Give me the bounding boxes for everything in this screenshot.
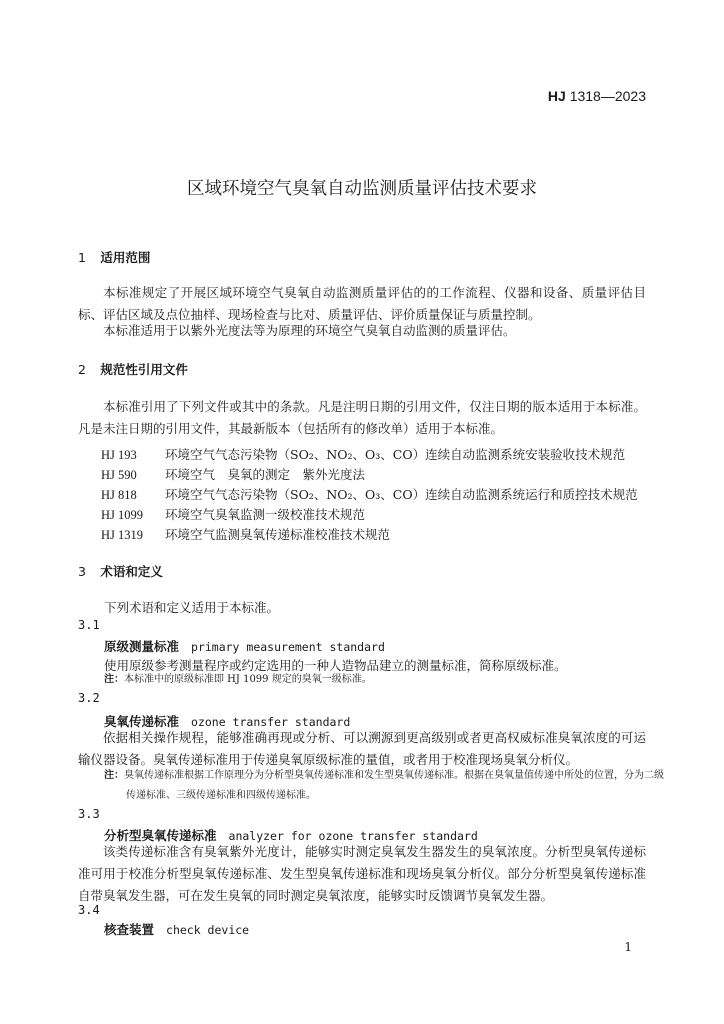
reference-title: 环境空气气态污染物（SO₂、NO₂、O₃、CO）连续自动监测系统运行和质控技术规范 — [165, 487, 638, 502]
term-name-zh: 核查装置 — [104, 922, 155, 937]
term-name-en: analyzer for ozone transfer standard — [228, 829, 478, 843]
term-note — [104, 766, 668, 806]
term-definition: 该类传递标准含有臭氧紫外光度计，能够实时测定臭氧发生器发生的臭氧浓度。分析型臭氧传递标准可用于校准分析型臭氧传递标准、发生型臭氧传递标准和现场臭氧分析仪。部分分析型臭氧传递标准自带臭氧发生器，可在发生臭氧的同时测定臭氧浓度，能够实时反馈调节臭氧发生器。 — [78, 844, 646, 903]
reference-title: 环境空气 臭氧的测定 紫外光度法 — [165, 467, 366, 482]
reference-code: HJ 1319 — [101, 528, 144, 542]
term-name-en: check device — [166, 923, 250, 937]
note-label: 注： — [104, 674, 124, 685]
document-title: 区域环境空气臭氧自动监测质量评估技术要求 — [187, 179, 537, 199]
scope-paragraph-2: 本标准适用于以紫外光度法等为原理的环境空气臭氧自动监测的质量评估。 — [103, 323, 516, 338]
reference-code: HJ 193 — [101, 448, 137, 462]
term-name-en: ozone transfer standard — [191, 715, 351, 729]
reference-title: 环境空气监测臭氧传递标准校准技术规范 — [165, 527, 391, 542]
term-number: 3.3 — [78, 807, 100, 821]
reference-code: HJ 1099 — [101, 508, 144, 522]
term-number: 3.4 — [78, 903, 100, 917]
term-definition: 使用原级参考测量程序或约定选用的一种人造物品建立的测量标准，简称原级标准。 — [104, 658, 567, 673]
term-number: 3.1 — [78, 618, 100, 632]
reference-item — [101, 525, 390, 543]
section-heading-normative — [78, 360, 188, 378]
reference-item — [101, 465, 365, 483]
scope-paragraph-1: 本标准规定了开展区域环境空气臭氧自动监测质量评估的的工作流程、仪器和设备、质量评估目标、评估区域及点位抽样、现场检查与比对、质量评估、评价质量保证与质量控制。 — [78, 285, 646, 322]
normative-intro: 本标准引用了下列文件或其中的条款。凡是注明日期的引用文件，仅注日期的版本适用于本标准。凡是未注日期的引用文件，其最新版本（包括所有的修改单）适用于本标准。 — [78, 399, 646, 436]
page-number: 1 — [624, 940, 632, 954]
section-number: 1 — [78, 250, 86, 265]
standard-prefix: HJ — [547, 88, 566, 104]
reference-code: HJ 590 — [101, 468, 137, 482]
section-number: 2 — [78, 362, 86, 377]
term-definition: 依据相关操作规程，能够准确再现或分析、可以溯源到更高级别或者更高权威标准臭氧浓度的可运输仪器设备。臭氧传递标准用于传递臭氧原级标准的量值，或者用于校准现场臭氧分析仪。 — [78, 730, 646, 767]
term-name-zh: 原级测量标准 — [104, 639, 180, 654]
reference-item — [101, 485, 638, 503]
term-heading — [104, 637, 385, 655]
term-number: 3.2 — [78, 691, 100, 705]
section-title: 规范性引用文件 — [100, 362, 188, 377]
term-name-zh: 分析型臭氧传递标准 — [104, 828, 217, 843]
reference-code: HJ 818 — [101, 488, 137, 502]
standard-code — [548, 88, 646, 104]
reference-title: 环境空气气态污染物（SO₂、NO₂、O₃、CO）连续自动监测系统安装验收技术规范 — [165, 447, 626, 462]
note-text: 臭氧传递标准根据工作原理分为分析型臭氧传递标准和发生型臭氧传递标准。根据在臭氧量值传递中所处的位置，分为二级传递标准、三级传递标准和四级传递标准。 — [124, 770, 664, 801]
note-label: 注： — [104, 770, 124, 781]
section-title: 适用范围 — [100, 250, 151, 265]
terms-intro: 下列术语和定义适用于本标准。 — [104, 600, 280, 615]
section-heading-terms — [78, 562, 163, 580]
term-name-zh: 臭氧传递标准 — [104, 714, 180, 729]
section-title: 术语和定义 — [100, 564, 163, 579]
reference-title: 环境空气臭氧监测一级校准技术规范 — [165, 507, 366, 522]
reference-item — [101, 445, 625, 463]
section-heading-scope — [78, 248, 150, 266]
standard-number: 1318—2023 — [569, 88, 646, 104]
term-note — [104, 670, 668, 690]
term-name-en: primary measurement standard — [191, 640, 385, 654]
note-text: 本标准中的原级标准即 HJ 1099 规定的臭氧一级标准。 — [124, 674, 372, 685]
reference-item — [101, 505, 365, 523]
term-heading — [104, 920, 249, 938]
section-number: 3 — [78, 564, 86, 579]
